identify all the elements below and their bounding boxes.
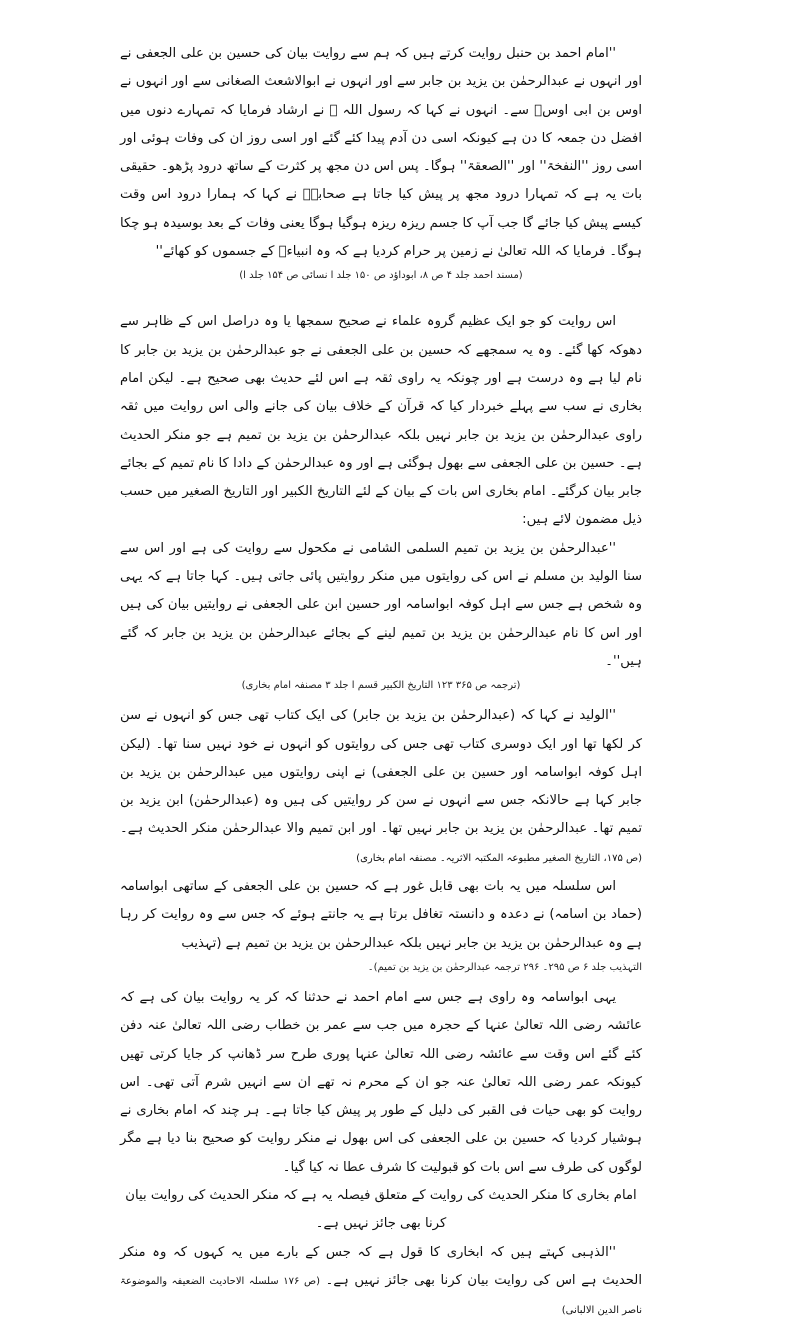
analysis-paragraph-3: یہی ابواسامہ وہ راوی ہے جس سے امام احمد نے حدثنا کہ کر یہ روایت بیان کی ہے کہ عائشہ رضی اللہ تعالیٰ عنہا کے حجرہ میں جب سے عمر بن خطاب رضی اللہ تعالیٰ عنہ دفن کئے گئے اس وقت سے عائشہ رضی اللہ تعالیٰ عنہا پوری طرح سر ڈھانپ کر جایا کرتی تھیں کیونکہ عمر رضی اللہ تعالیٰ عنہ جو ان کے محرم نہ تھے ان سے انہیں شرم آتی تھی۔ اس روایت کو بھی حیات فی القبر کی دلیل کے طور پر پیش کیا جاتا ہے۔ ہر چند کہ امام بخاری نے ہوشیار کردیا کہ حسین بن علی الجعفی کی اس بھول نے منکر روایت کو صحیح بنا دیا ہے مگر لوگوں کی طرف سے اس بات کو قبولیت کا شرف عطا نہ کیا گیا۔ bbox=[120, 989, 642, 1175]
document-page bbox=[120, 40, 642, 1325]
bukhari-quote-paragraph-2 bbox=[120, 702, 642, 873]
section-spacer bbox=[120, 286, 642, 308]
bukhari-quote-paragraph-1: ''عبدالرحمٰن بن یزید بن تمیم السلمی الشامی نے مکحول سے روایت کی ہے اور اس سے سنا الولید بن مسلم نے اس کی روایتوں میں منکر روایتیں پائی جاتی ہیں۔ کہا جاتا ہے کہ یہی وہ شخص ہے جس سے اہل کوفہ ابواسامہ اور حسین ابن علی الجعفی نے روایتیں بیان کی ہیں اور اس کا نام عبدالرحمٰن بن یزید بن تمیم لینے کے بجائے عبدالرحمٰن بن یزید بن جابر کہ گئے ہیں''۔ bbox=[120, 540, 642, 669]
albani-reference: (ص ۱۷۶ سلسلہ الاحادیث الضعیفہ والموضوعۃ ناصر الدین الالبانی) bbox=[120, 1275, 642, 1317]
analysis-paragraph-2: اس سلسلہ میں یہ بات بھی قابل غور ہے کہ حسین بن علی الجعفی کے ساتھی ابواسامہ (حماد بن اسامہ) نے دعدہ و دانستہ تغافل برتا ہے یہ جانتے ہوئے کہ جس سے وہ روایت کر رہا ہے وہ عبدالرحمٰن بن یزید بن جابر نہیں بلکہ عبدالرحمٰن بن یزید بن تمیم ہے (تہذیب bbox=[120, 879, 642, 951]
hadith-quote-paragraph: ''امام احمد بن حنبل روایت کرتے ہیں کہ ہم سے روایت بیان کی حسین بن علی الجعفی نے اور انہوں نے عبدالرحمٰن بن یزید بن جابر سے اور انہوں نے ابوالاشعث الصغانی سے اور انہوں نے اوس بن ابی اوسؓ سے۔ انہوں نے کہا کہ رسول اللہ ﷺ نے ارشاد فرمایا کہ تمہارے دنوں میں افضل دن جمعہ کا دن ہے کیونکہ اسی دن آدم پیدا کئے گئے اور اسی روز ان کی وفات ہوئی اور اسی روز ''النفخۃ'' اور ''الصعقۃ'' ہوگا۔ پس اس دن مجھ پر کثرت کے ساتھ درود پڑھو۔ حقیقی بات یہ ہے کہ تمہارا درود مجھ پر پیش کیا جاتا ہے صحابہؓ نے کہا کہ ہمارا درود اس وقت کیسے پیش کیا جائے گا جب آپ کا جسم ریزہ ریزہ ہوگیا ہوگا یعنی وفات کے بعد بوسیدہ ہو چکا ہوگا۔ فرمایا کہ اللہ تعالیٰ نے زمین پر حرام کردیا ہے کہ وہ انبیاءؑ کے جسموں کو کھائے'' bbox=[120, 46, 642, 260]
bukhari-reference-1: (ترجمہ ص ۳۶۵ ۱۲۳ التاریخ الکبیر قسم ا جلد ۳ مصنفہ امام بخاری) bbox=[241, 680, 521, 692]
bukhari-quote-2-text: ''الولید نے کہا کہ (عبدالرحمٰن بن یزید بن جابر) کی ایک کتاب تھی جس کو انہوں نے سن کر لکھا تھا اور ایک دوسری کتاب تھی جس کی روایتوں کو انہوں نے خود نہیں سنا تھا۔ (لیکن اہل کوفہ ابواسامہ اور حسین بن علی الجعفی) نے اپنی روایتوں میں عبدالرحمٰن بن یزید بن جابر کہا ہے حالانکہ جس سے انہوں نے سن کر روایتیں کی ہیں وہ (عبدالرحمٰن) ابن یزید بن تمیم تھا۔ عبدالرحمٰن بن یزید بن جابر نہیں تھا۔ اور ابن تمیم والا عبدالرحمٰن منکر الحدیث ہے۔ bbox=[120, 708, 642, 837]
dhahabi-quote-text: ''الذہبی کہتے ہیں کہ ابخاری کا قول ہے کہ جس کے بارے میں یہ کہوں کہ وہ منکر الحدیث ہے اس کی روایت بیان کرنا بھی جائز نہیں ہے۔ bbox=[120, 1244, 642, 1288]
conclusion-paragraph: امام بخاری کا منکر الحدیث کی روایت کے متعلق فیصلہ یہ ہے کہ منکر الحدیث کی روایت بیان کرنا بھی جائز نہیں ہے۔ bbox=[125, 1187, 637, 1232]
tahdhib-reference: التہذیب جلد ۶ ص ۲۹۵۔ ۲۹۶ ترجمہ عبدالرحمٰن بن یزید بن تمیم)۔ bbox=[367, 961, 642, 973]
hadith-reference: (مسند احمد جلد ۴ ص ۸، ابوداؤد ص ۱۵۰ جلد ا نسائی ص ۱۵۴ جلد ا) bbox=[239, 270, 523, 282]
dhahabi-quote-paragraph bbox=[120, 1239, 642, 1325]
analysis-paragraph-1: اس روایت کو جو ایک عظیم گروہ علماء نے صحیح سمجھا یا وہ دراصل اس کے ظاہر سے دھوکہ کھا گئے۔ وہ یہ سمجھے کہ حسین بن علی الجعفی نے جو عبدالرحمٰن بن یزید بن جابر کا نام لیا ہے وہ درست ہے اور چونکہ یہ راوی ثقہ ہے اس لئے حدیث بھی صحیح ہے۔ لیکن امام بخاری نے سب سے پہلے خبردار کیا کہ قرآن کے خلاف بیان کی جانے والی اس روایت میں ثقہ راوی عبدالرحمٰن بن یزید بن جابر نہیں بلکہ عبدالرحمٰن بن یزید بن تمیم ہے جو منکر الحدیث ہے۔ حسین بن علی الجعفی سے بھول ہوگئی ہے اور وہ عبدالرحمٰن کے دادا کا نام تمیم کے بجائے جابر بیان کرگئے۔ امام بخاری اس بات کے بیان کے لئے التاریخ الکبیر اور التاریخ الصغیر میں حسب ذیل مضمون لائے ہیں: bbox=[120, 314, 642, 528]
bukhari-reference-2: (ص ۱۷۵، التاریخ الصغیر مطبوعہ المکتبہ الاثریہ۔ مصنفہ امام بخاری) bbox=[356, 852, 642, 864]
